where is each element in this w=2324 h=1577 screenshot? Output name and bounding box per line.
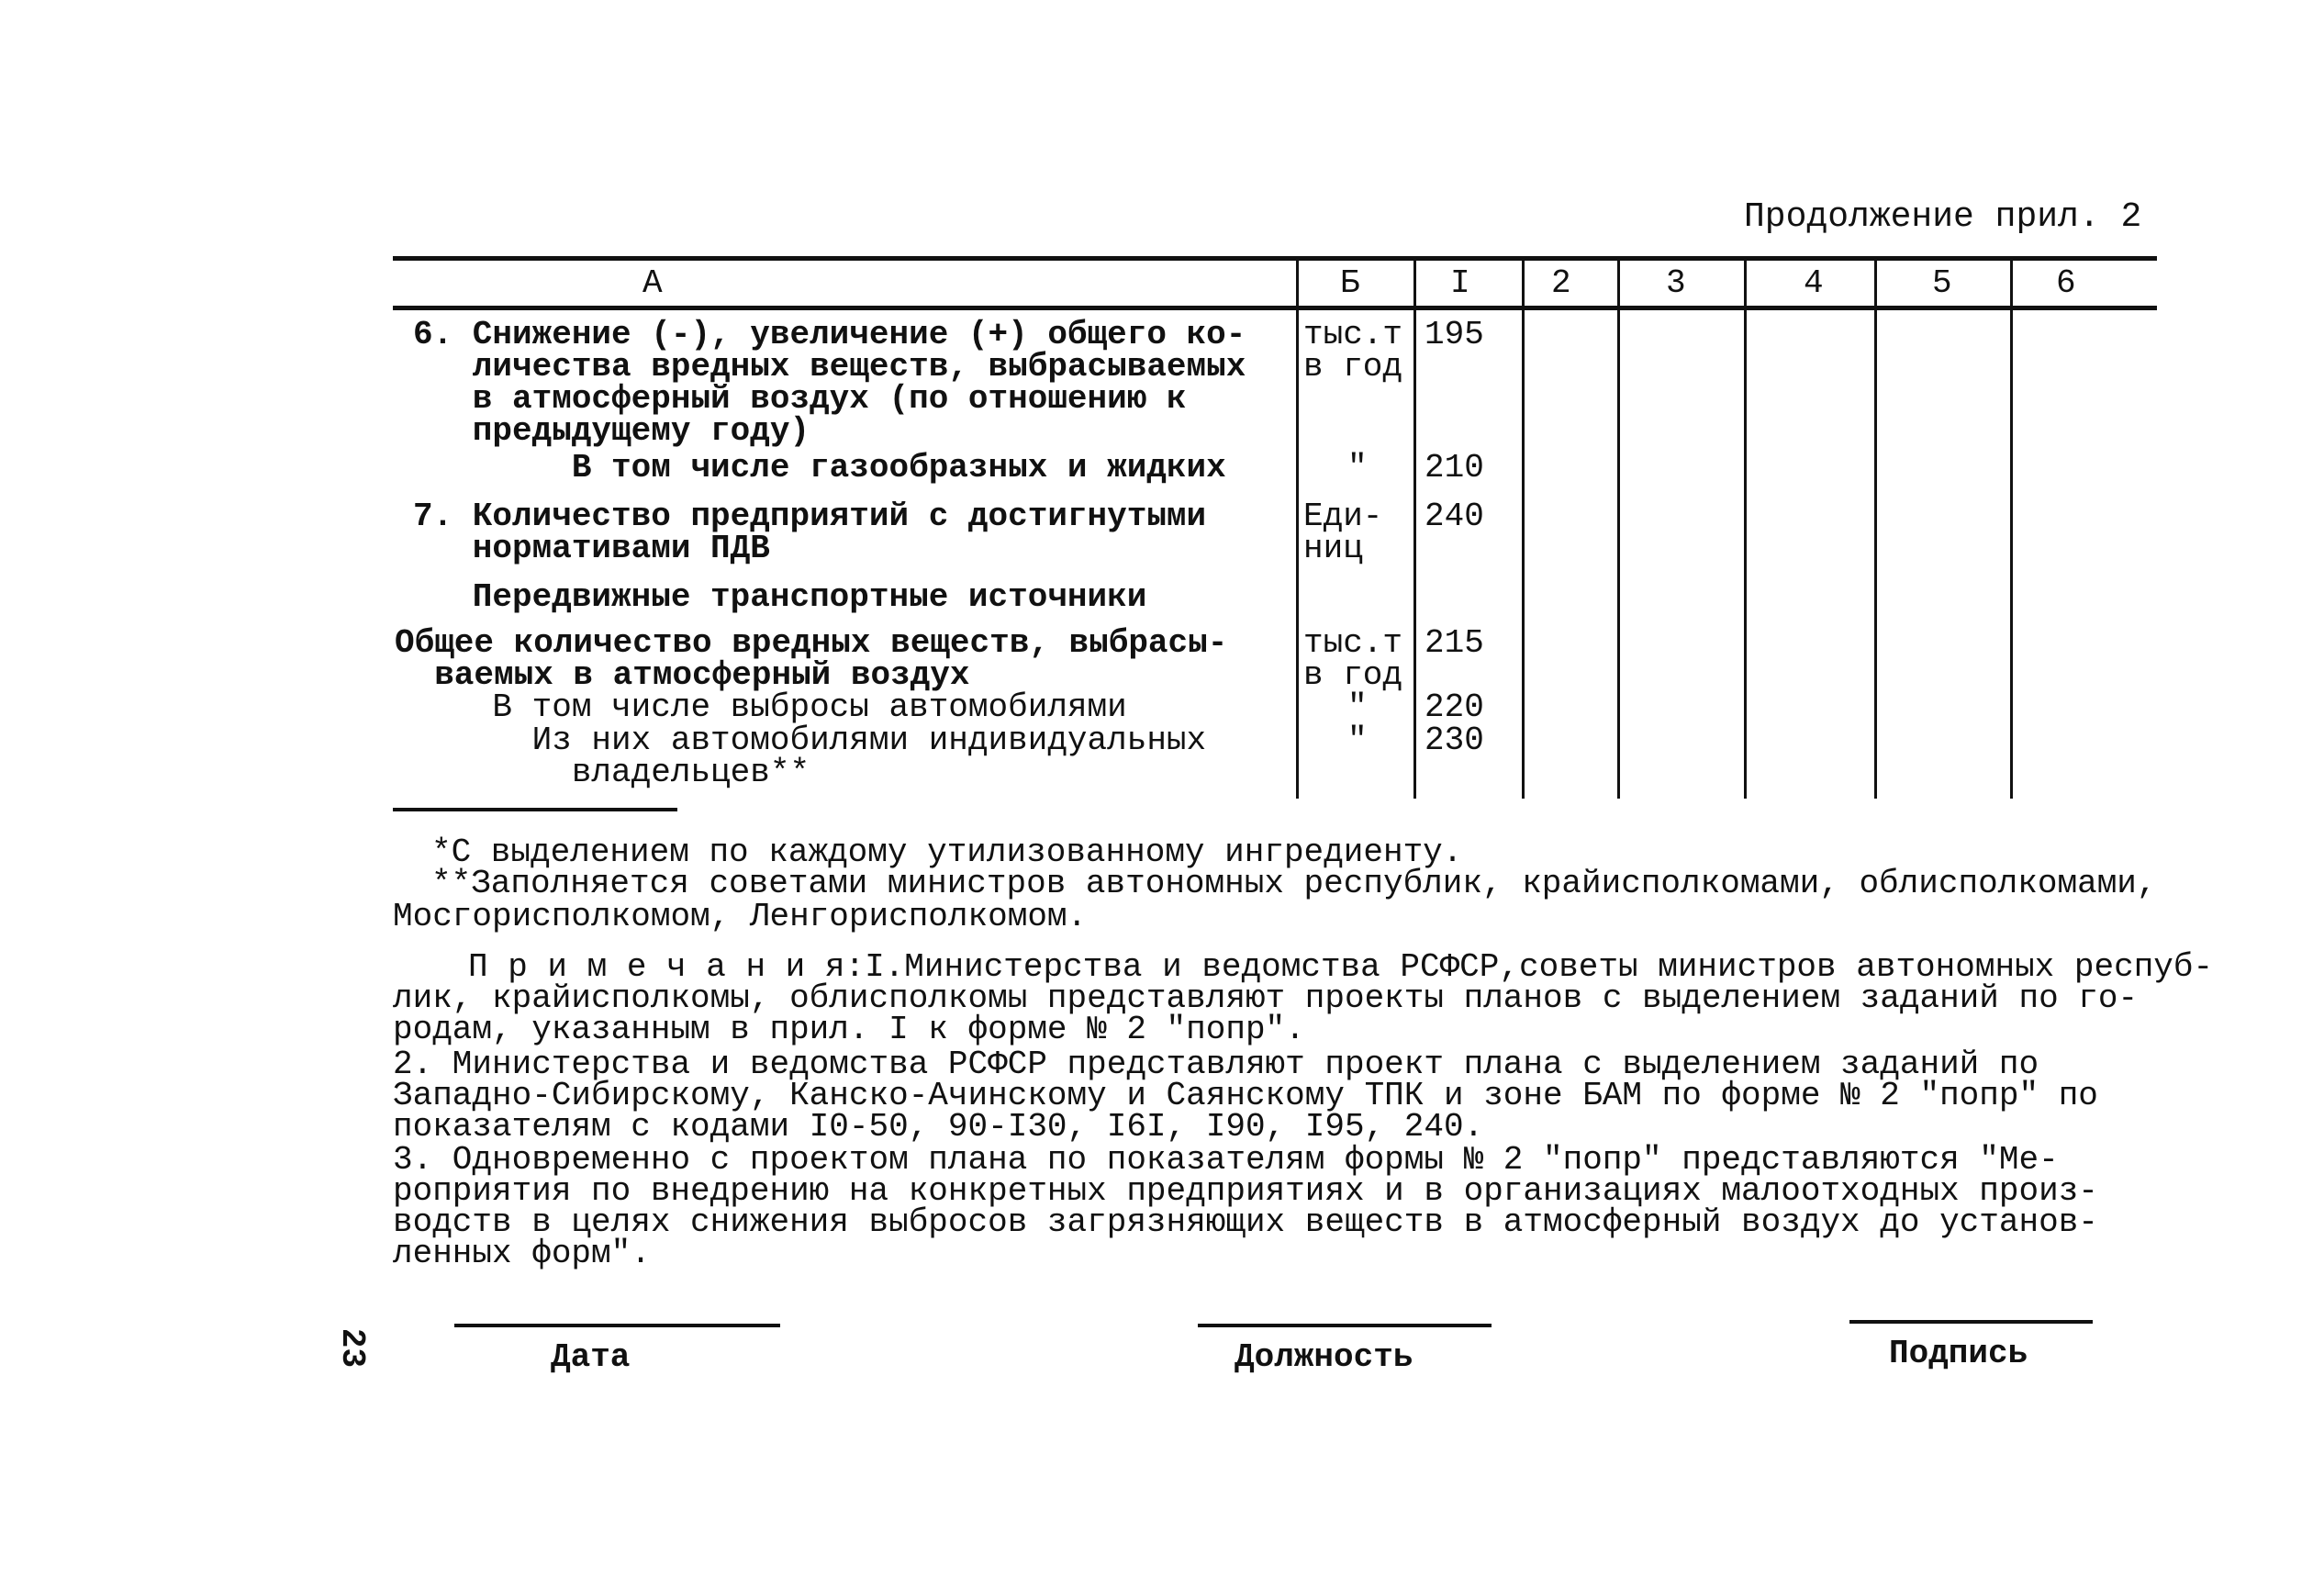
note-2-cont: Западно-Сибирскому, Канско-Ачинскому и Саянскому ТПК и зоне БАМ по форме № 2 "попр" по [393, 1077, 2098, 1114]
signature-label: Подпись [1889, 1335, 2028, 1372]
table-header-rule [393, 306, 2157, 310]
note-3-cont: ленных форм". [393, 1235, 651, 1272]
col-header-4: 4 [1804, 264, 1824, 302]
table-row-unit: тыс.т в год [1303, 316, 1403, 386]
table-row-code: 215 [1425, 624, 1484, 662]
table-row-code: 210 [1425, 449, 1484, 487]
col-divider [1296, 259, 1299, 799]
col-divider [1744, 259, 1747, 799]
col-header-5: 5 [1932, 264, 1952, 302]
table-top-rule [393, 256, 2157, 261]
table-row-unit: " [1347, 449, 1368, 487]
date-line [454, 1324, 780, 1327]
table-row-label: В том числе выбросы автомобилями [413, 688, 1127, 726]
col-divider [1617, 259, 1620, 799]
signature-line [1849, 1320, 2093, 1324]
col-divider [2010, 259, 2013, 799]
table-row-code: 230 [1425, 721, 1484, 759]
footnote-2-cont: Мосгорисполкомом, Ленгорисполкомом. [393, 898, 1088, 935]
position-label: Должность [1235, 1338, 1413, 1376]
continuation-label: Продолжение прил. 2 [1744, 197, 2142, 237]
note-3-cont: роприятия по внедрению на конкретных предприятиях и в организациях малоотходных произ- [393, 1172, 2098, 1210]
table-row-unit: тыс.т в год [1303, 624, 1403, 694]
table-row-code: 240 [1425, 498, 1484, 535]
note-1-cont: родам, указанным в прил. I к форме № 2 "попр". [393, 1011, 1305, 1048]
note-2-cont: показателям с кодами I0-50, 90-I30, I6I, I90, I95, 240. [393, 1108, 1484, 1146]
note-3: 3. Одновременно с проектом плана по показателям формы № 2 "попр" представляются "Ме- [393, 1141, 2059, 1179]
col-header-b: Б [1340, 264, 1360, 302]
footnote-1: *С выделением по каждому утилизованному ингредиенту. [431, 833, 1463, 871]
table-row-label: 7. Количество предприятий с достигнутыми нормативами ПДВ [413, 498, 1207, 567]
date-label: Дата [551, 1338, 631, 1376]
table-row-unit: " [1347, 688, 1368, 726]
col-divider [1522, 259, 1525, 799]
col-divider [1413, 259, 1416, 799]
table-row-code: 220 [1425, 688, 1484, 726]
table-row-label: Общее количество вредных веществ, выбрасы- ваемых в атмосферный воздух [395, 624, 1228, 694]
col-divider [1874, 259, 1877, 799]
footnote-2: **Заполняется советами министров автономных республик, крайисполкомами, облисполкомами, [431, 865, 2157, 902]
col-header-1: I [1450, 264, 1470, 302]
table-row-unit: Еди- ниц [1303, 498, 1383, 567]
position-line [1198, 1324, 1492, 1327]
col-header-3: 3 [1666, 264, 1686, 302]
table-row-label: 6. Снижение (-), увеличение (+) общего ко- личества вредных веществ, выбрасываемых в атмосферный воздух (по отношению к предыдущему году) [413, 316, 1246, 450]
table-row-code: 195 [1425, 316, 1484, 353]
col-header-2: 2 [1551, 264, 1571, 302]
col-header-a: А [642, 264, 663, 302]
note-1: П р и м е ч а н и я:I.Министерства и ведомства РСФСР,советы министров автономных респуб- [468, 948, 2214, 986]
note-3-cont: водств в целях снижения выбросов загрязняющих веществ в атмосферный воздух до установ- [393, 1203, 2098, 1241]
table-row-label: В том числе газообразных и жидких [413, 449, 1226, 487]
note-1-cont: лик, крайисполкомы, облисполкомы представляют проекты планов с выделением заданий по го- [393, 979, 2139, 1017]
note-2: 2. Министерства и ведомства РСФСР представляют проект плана с выделением заданий по [393, 1046, 2039, 1083]
page-number: 23 [333, 1327, 372, 1369]
footnote-rule [393, 808, 677, 811]
section-heading: Передвижные транспортные источники [413, 578, 1147, 616]
table-row-label: Из них автомобилями индивидуальных владельцев** [531, 721, 1207, 791]
table-row-unit: " [1347, 721, 1368, 759]
col-header-6: 6 [2056, 264, 2076, 302]
